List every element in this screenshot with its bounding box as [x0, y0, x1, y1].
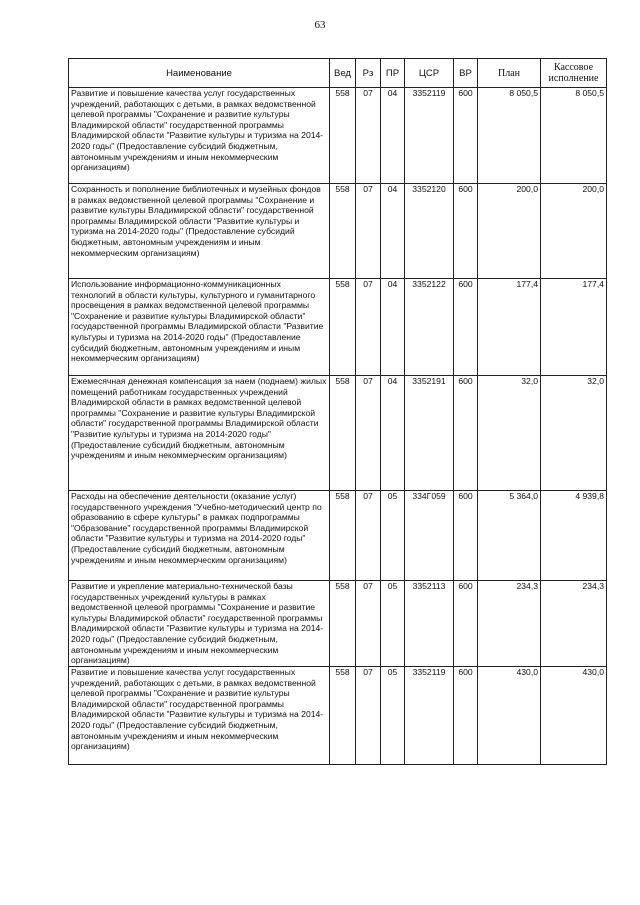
table-row	[69, 581, 607, 667]
header-vr: ВР	[454, 59, 478, 88]
row-cash: 177,4	[541, 279, 607, 376]
row-plan: 8 050,5	[478, 88, 541, 184]
row-ved: 558	[330, 279, 356, 376]
row-rz: 07	[356, 491, 381, 581]
row-cash: 200,0	[541, 184, 607, 279]
row-plan: 32,0	[478, 376, 541, 491]
row-name: Ежемесячная денежная компенсация за наем (поднаем) жилых помещений работникам государственных учреждений Владимирской области в рамках ведомственной целевой программы "Сохранение и развитие культуры Владимирской области" государственной программы Владимирской области "Развитие культуры и туризма на 2014-2020 годы" (Предоставление субсидий бюджетным, автономным учреждениям и иным некоммерческим организациям)	[69, 376, 330, 491]
header-rz: Рз	[356, 59, 381, 88]
row-plan: 177,4	[478, 279, 541, 376]
row-ved: 558	[330, 184, 356, 279]
row-cash: 4 939,8	[541, 491, 607, 581]
row-csr: 3352119	[405, 88, 454, 184]
row-cash: 234,3	[541, 581, 607, 667]
row-cash: 32,0	[541, 376, 607, 491]
header-ved: Вед	[330, 59, 356, 88]
row-cash: 430,0	[541, 667, 607, 765]
row-vr: 600	[454, 667, 478, 765]
row-csr: 3352120	[405, 184, 454, 279]
row-name: Развитие и повышение качества услуг государственных учреждений, работающих с детьми, в рамках ведомственной целевой программы "Сохранение и развитие культуры Владимирской области" государственной программы Владимирской области "Развитие культуры и туризма на 2014-2020 годы" (Предоставление субсидий бюджетным, автономным учреждениям и иным некоммерческим организациям)	[69, 667, 330, 765]
row-vr: 600	[454, 581, 478, 667]
row-vr: 600	[454, 376, 478, 491]
row-rz: 07	[356, 581, 381, 667]
row-csr: 334Г059	[405, 491, 454, 581]
table-row	[69, 667, 607, 765]
row-plan: 234,3	[478, 581, 541, 667]
row-vr: 600	[454, 88, 478, 184]
header-plan: План	[478, 59, 541, 88]
row-rz: 07	[356, 376, 381, 491]
row-ved: 558	[330, 667, 356, 765]
row-vr: 600	[454, 184, 478, 279]
row-csr: 3352191	[405, 376, 454, 491]
row-plan: 430,0	[478, 667, 541, 765]
table-header-row	[69, 59, 607, 88]
row-rz: 07	[356, 279, 381, 376]
row-vr: 600	[454, 491, 478, 581]
row-ved: 558	[330, 88, 356, 184]
row-name: Сохранность и пополнение библиотечных и музейных фондов в рамках ведомственной целевой программы "Сохранение и развитие культуры Владимирской области" государственной программы Владимирской области "Развитие культуры и туризма на 2014-2020 годы" (Предоставление субсидий бюджетным, автономным учреждениям и иным некоммерческим организациям)	[69, 184, 330, 279]
row-pr: 04	[381, 88, 405, 184]
row-pr: 04	[381, 376, 405, 491]
row-csr: 3352119	[405, 667, 454, 765]
row-csr: 3352122	[405, 279, 454, 376]
table-row	[69, 279, 607, 376]
row-ved: 558	[330, 376, 356, 491]
row-pr: 05	[381, 667, 405, 765]
row-plan: 200,0	[478, 184, 541, 279]
row-csr: 3352113	[405, 581, 454, 667]
header-cash: Кассовое исполнение	[541, 59, 607, 88]
row-ved: 558	[330, 581, 356, 667]
page-number: 63	[314, 19, 326, 31]
row-name: Расходы на обеспечение деятельности (оказание услуг) государственного учреждения "Учебно-методический центр по образованию в сфере культуры" в рамках подпрограммы "Образование" государственной программы Владимирской области "Развитие культуры и туризма на 2014-2020 годы" (Предоставление субсидий бюджетным, автономным учреждениям и иным некоммерческим организациям)	[69, 491, 330, 581]
row-pr: 05	[381, 491, 405, 581]
header-pr: ПР	[381, 59, 405, 88]
row-pr: 05	[381, 581, 405, 667]
row-vr: 600	[454, 279, 478, 376]
row-name: Развитие и укрепление материально-технической базы государственных учреждений культуры в рамках ведомственной целевой программы "Сохранение и развитие культуры Владимирской области" государственной программы Владимирской области "Развитие культуры и туризма на 2014-2020 годы" (Предоставление субсидий бюджетным, автономным учреждениям и иным некоммерческим организациям)	[69, 581, 330, 667]
row-name: Развитие и повышение качества услуг государственных учреждений, работающих с детьми, в рамках ведомственной целевой программы "Сохранение и развитие культуры Владимирской области" государственной программы Владимирской области "Развитие культуры и туризма на 2014-2020 годы" (Предоставление субсидий бюджетным, автономным учреждениям и иным некоммерческим организациям)	[69, 88, 330, 184]
table-row	[69, 491, 607, 581]
row-pr: 04	[381, 279, 405, 376]
table-row	[69, 88, 607, 184]
row-plan: 5 364,0	[478, 491, 541, 581]
row-rz: 07	[356, 88, 381, 184]
row-name: Использование информационно-коммуникационных технологий в области культуры, культурного и гуманитарного просвещения в рамках ведомственной целевой программы "Сохранение и развитие культуры Владимирской области" государственной программы Владимирской области "Развитие культуры и туризма на 2014-2020 годы" (Предоставление субсидий бюджетным, автономным учреждениям и иным некоммерческим организациям)	[69, 279, 330, 376]
table-row	[69, 184, 607, 279]
row-rz: 07	[356, 667, 381, 765]
row-ved: 558	[330, 491, 356, 581]
table-row	[69, 376, 607, 491]
row-pr: 04	[381, 184, 405, 279]
row-rz: 07	[356, 184, 381, 279]
header-csr: ЦСР	[405, 59, 454, 88]
budget-table	[68, 58, 607, 765]
row-cash: 8 050,5	[541, 88, 607, 184]
header-name: Наименование	[69, 59, 330, 88]
